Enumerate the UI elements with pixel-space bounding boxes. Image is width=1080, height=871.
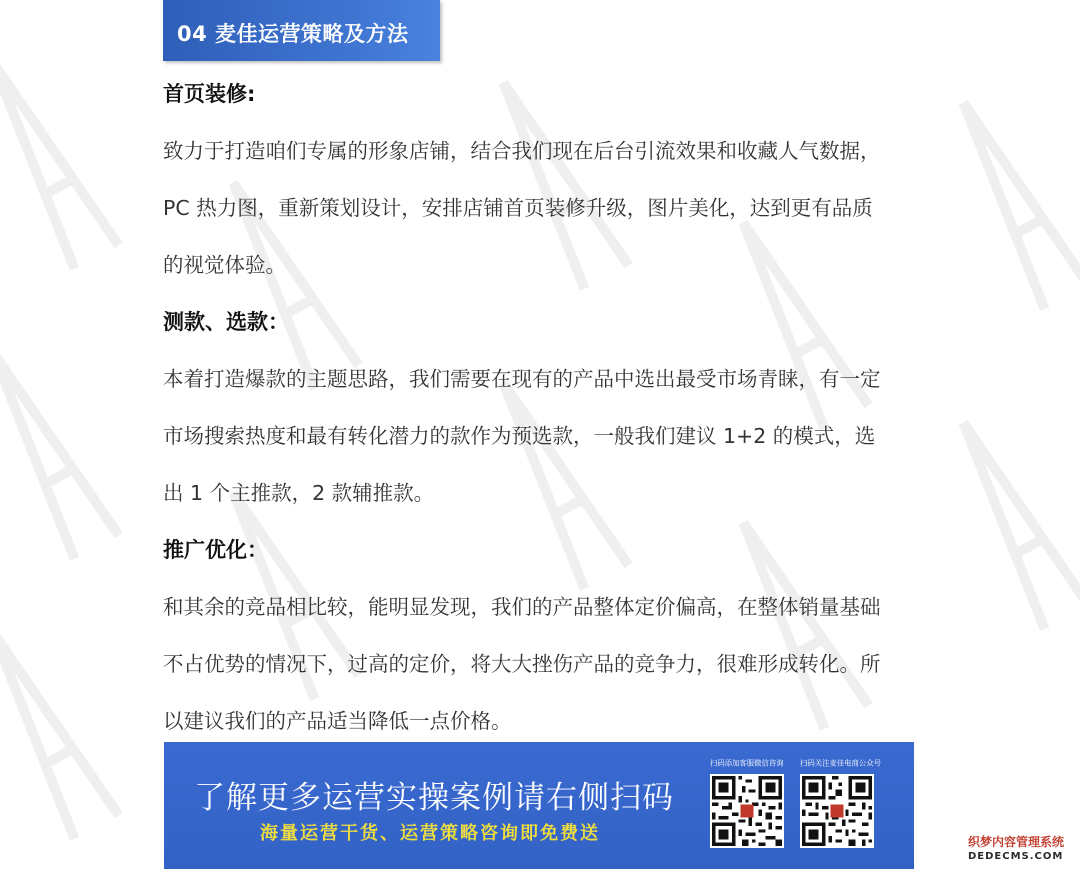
paragraph-line: PC 热力图，重新策划设计，安排店铺首页装修升级，图片美化，达到更有品质 <box>163 196 873 220</box>
banner-headline: 了解更多运营实操案例请右侧扫码 <box>194 780 674 816</box>
site-logo-title: 织梦内容管理系统 <box>968 835 1065 849</box>
paragraph-line: 本着打造爆款的主题思路，我们需要在现有的产品中选出最受市场青睐，有一定 <box>163 367 881 391</box>
section-title: 04 麦佳运营策略及方法 <box>177 22 409 46</box>
site-logo-subtitle: DEDECMS.COM <box>968 851 1064 862</box>
watermark-logo <box>0 328 132 573</box>
paragraph-line: 出 1 个主推款，2 款辅推款。 <box>163 481 435 505</box>
paragraph-line: 市场搜索热度和最有转化潜力的款作为预选款，一般我们建议 1+2 的模式，选 <box>163 424 876 448</box>
qr-caption: 扫码关注麦佳电商公众号 <box>800 758 881 768</box>
article-content <box>163 66 923 750</box>
section-heading: 推广优化： <box>163 538 268 562</box>
qr-code-icon[interactable] <box>800 774 874 848</box>
watermark-logo <box>0 608 132 853</box>
paragraph-line: 的视觉体验。 <box>163 253 286 277</box>
paragraph-line: 以建议我们的产品适当降低一点价格。 <box>163 709 512 733</box>
section-header <box>163 0 440 61</box>
section-heading: 测款、选款： <box>163 310 289 334</box>
banner-subline: 海量运营干货、运营策略咨询即免费送 <box>260 823 600 844</box>
watermark-logo <box>928 398 1080 643</box>
qr-code-icon[interactable] <box>710 774 784 848</box>
section-heading: 首页装修: <box>163 82 256 106</box>
watermark-logo <box>928 78 1080 323</box>
qr-caption: 扫码添加客服微信咨询 <box>710 758 784 768</box>
qr-wechat-service[interactable] <box>710 758 790 848</box>
qr-official-account[interactable] <box>800 758 880 848</box>
promo-banner[interactable] <box>164 742 914 869</box>
section-homepage-decoration <box>163 66 923 294</box>
paragraph-line: 和其余的竞品相比较，能明显发现，我们的产品整体定价偏高，在整体销量基础 <box>163 595 881 619</box>
watermark-logo <box>0 38 132 283</box>
paragraph-line: 不占优势的情况下，过高的定价，将大大挫伤产品的竞争力，很难形成转化。所 <box>163 652 881 676</box>
paragraph-line: 致力于打造咱们专属的形象店铺，结合我们现在后台引流效果和收藏人气数据， <box>163 139 881 163</box>
section-product-testing <box>163 294 923 522</box>
section-promotion <box>163 522 923 750</box>
site-logo[interactable] <box>968 834 1078 868</box>
